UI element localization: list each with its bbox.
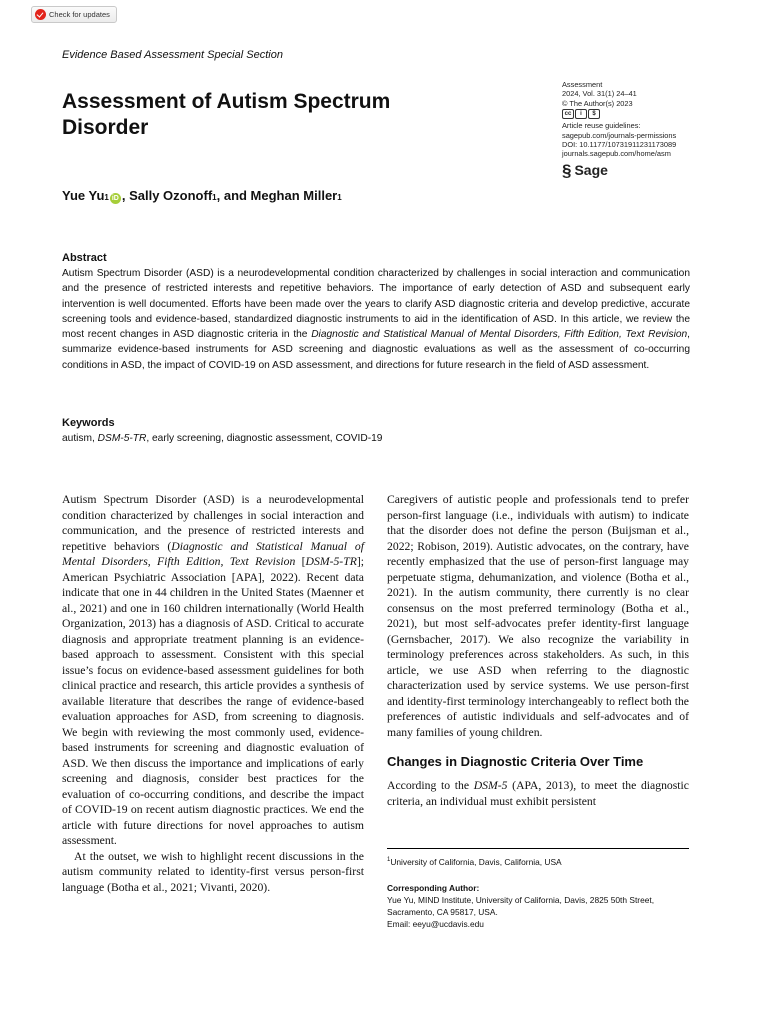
section-label: Evidence Based Assessment Special Section bbox=[62, 49, 283, 61]
affil-sup: 1 bbox=[104, 193, 109, 202]
article-title: Assessment of Autism Spectrum Disorder bbox=[62, 90, 391, 139]
check-icon bbox=[35, 9, 46, 20]
corresp-address: Yue Yu, MIND Institute, University of California, Davis, 2825 50th Street, Sacramento, CA 95817, USA. bbox=[387, 895, 655, 917]
reuse-link[interactable]: sagepub.com/journals-permissions bbox=[562, 130, 677, 140]
body-column-left bbox=[62, 492, 364, 895]
nc-icon: $ bbox=[588, 109, 600, 119]
reuse-label: Article reuse guidelines: bbox=[562, 121, 641, 131]
abstract-heading: Abstract bbox=[62, 252, 107, 264]
cc-icon: cc bbox=[562, 109, 574, 119]
affil-sup: 1 bbox=[212, 193, 217, 202]
author-name: , and Meghan Miller bbox=[216, 188, 338, 203]
paragraph: Caregivers of autistic people and professionals tend to prefer person-first language (i.e., individuals with autism) to indicate that the disorder does not define the person (Buijsman et al., 2022; Robison, 2019). Autistic advocates, on the contrary, have recently emphasized that the use of person-first language may perpetuate stigma, dehumanization, and violence (Botha et al., 2021). In the autism community, there currently is no clear consensus on the most preferred terminology (Botha et al., 2021), but most self-advocates prefer identity-first language (Gernsbacher, 2017). We also recognize the variability in terminology preferences across stakeholders. As such, in this article, we use ASD when referring to the diagnostic characterization used by service systems. We use person-first and identity-first terminology interchangeably to reflect both the preferences of autistic individuals and self-advocates and of many families of young children. bbox=[387, 493, 689, 739]
author-name: , Sally Ozonoff bbox=[121, 188, 213, 203]
keywords bbox=[62, 416, 690, 446]
section-heading: Changes in Diagnostic Criteria Over Time bbox=[387, 754, 644, 769]
corresp-heading: Corresponding Author: bbox=[387, 883, 480, 893]
publisher-name: Sage bbox=[574, 161, 608, 178]
paragraph: Autism Spectrum Disorder (ASD) is a neurodevelopmental condition characterized by challenges in social interaction and communication, and the presence of restricted interests and repetitive behaviors (Diagnostic and Statistical Manual of Mental Disorders, Fifth Edition, Text Revision [DSM-5-TR]; American Psychiatric Association [APA], 2022). Recent data indicate that one in 44 children in the United States (Maenner et al., 2021) and one in 160 children internationally (World Health Organization, 2013) has a diagnosis of ASD. Critical to accurate diagnosis and appropriate treatment planning is an evidence-based approach to assessment. Consistent with this special issue’s focus on evidence-based assessment guidelines for both clinical practice and research, this article provides a synthesis of available literature that describes the range of evidence-based evaluation approaches for ASD, from screening to diagnosis. We begin with reviewing the most commonly used, evidence-based instruments for screening and diagnostic evaluation of ASD. We then discuss the importance and implications of early screening and diagnosis, consider best practices for the evaluation of co-occurring conditions, and describe the impact of COVID-19 on recent autism diagnostic practices. We end the article with future directions for novel approaches to autism assessment. bbox=[62, 493, 364, 847]
abstract bbox=[62, 251, 690, 373]
keywords-heading: Keywords bbox=[62, 417, 115, 429]
journal-name: Assessment bbox=[562, 80, 603, 89]
affiliation: $^1$University of California, Davis, California, USA bbox=[387, 856, 562, 867]
by-icon: i bbox=[575, 109, 587, 119]
abstract-text: Autism Spectrum Disorder (ASD) is a neurodevelopmental condition characterized by challenges in social interaction and communication and the presence of restricted interests and repetitive behaviors. The importance of early detection of ASD and subsequent early intervention is well documented. Efforts have been made over the years to clarify ASD diagnostic criteria and develop predictive, accurate screening tools and evidence-based, standardized diagnostic instruments to aid in the identification of ASD. In this article, we review the most recent changes in ASD diagnostic criteria in the Diagnostic and Statistical Manual of Mental Disorders, Fifth Edition, Text Revision, summarize evidence-based instruments for ASD screening and diagnostic evaluations as well as the assessment of co-occurring conditions in ASD, the impact of COVID-19 on ASD assessment, and directions for future research in the field of ASD assessment. bbox=[62, 268, 691, 371]
keywords-text: autism, DSM-5-TR, early screening, diagnostic assessment, COVID-19 bbox=[62, 433, 383, 444]
author-name: Yue Yu bbox=[62, 188, 105, 203]
footnote-divider bbox=[387, 848, 689, 849]
corresponding-author bbox=[387, 882, 689, 930]
publisher-logo bbox=[562, 162, 742, 179]
author-list bbox=[62, 188, 342, 204]
orcid-icon[interactable]: iD bbox=[111, 195, 119, 202]
cc-license-icon[interactable] bbox=[562, 109, 742, 119]
sage-logo-icon: § bbox=[562, 160, 572, 180]
check-for-updates-label: Check for updates bbox=[49, 10, 110, 19]
doi[interactable]: DOI: 10.1177/10731911231173089 bbox=[562, 140, 677, 150]
body-column-right bbox=[387, 492, 689, 809]
journal-link[interactable]: journals.sagepub.com/home/asm bbox=[562, 149, 671, 159]
check-for-updates-badge[interactable] bbox=[31, 6, 117, 23]
corresp-email[interactable]: Email: eeyu@ucdavis.edu bbox=[387, 919, 484, 929]
paragraph: According to the DSM-5 (APA, 2013), to meet the diagnostic criteria, an individual must exhibit persistent bbox=[387, 779, 689, 808]
journal-meta bbox=[562, 80, 742, 179]
journal-volume: 2024, Vol. 31(1) 24–41 bbox=[562, 89, 637, 99]
affil-sup: 1 bbox=[337, 193, 342, 202]
paragraph: At the outset, we wish to highlight recent discussions in the autism community related to identity-first versus person-first language (Botha et al., 2021; Vivanti, 2020). bbox=[62, 849, 364, 894]
copyright: © The Author(s) 2023 bbox=[562, 98, 633, 108]
